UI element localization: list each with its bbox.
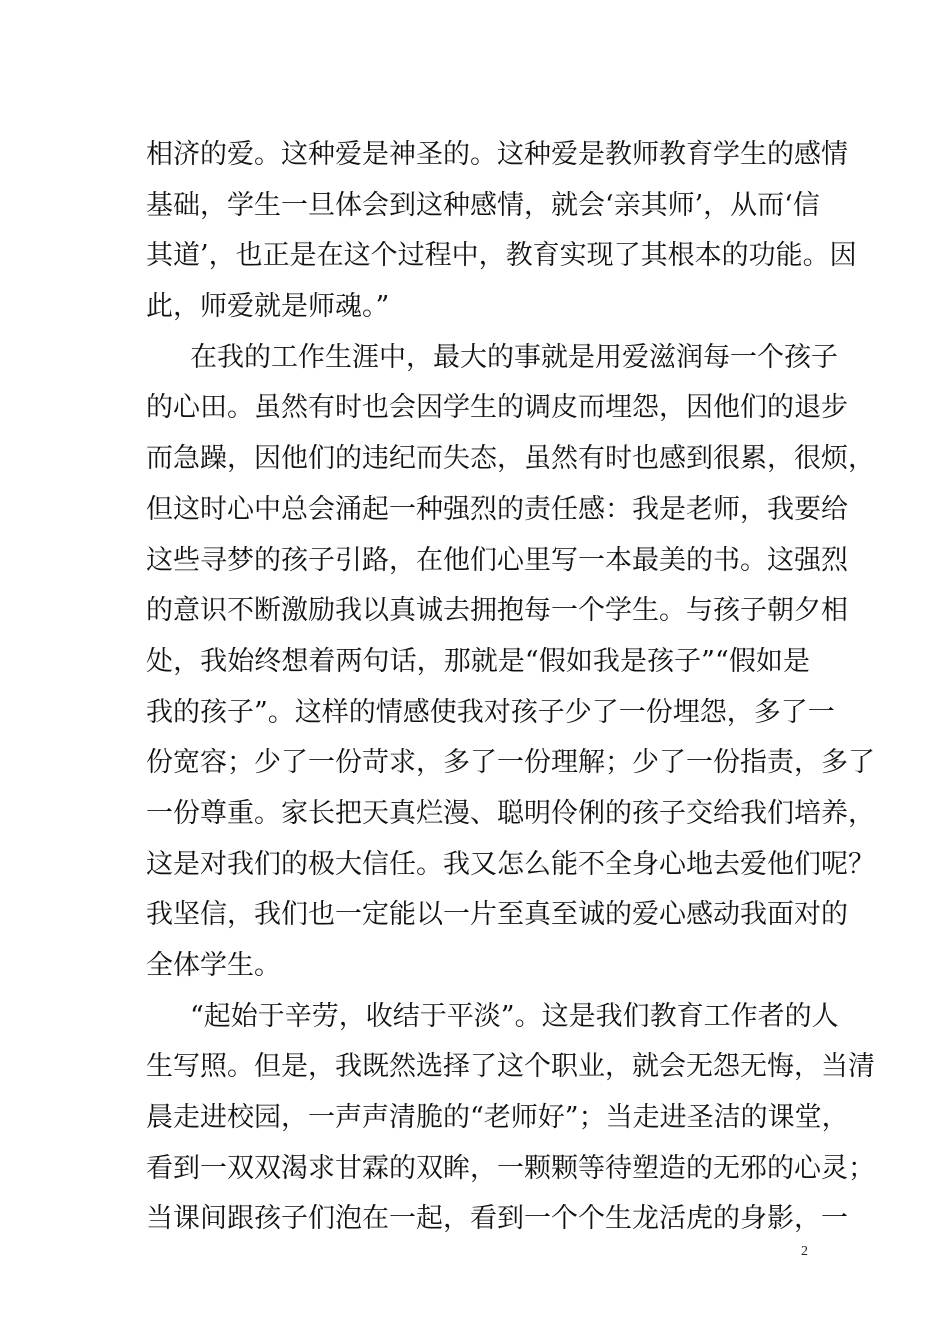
paragraph-3	[146, 992, 875, 1245]
text-line: 我坚信，我们也一定能以一片至真至诚的爱心感动我面对的	[146, 899, 848, 931]
paragraph-2	[146, 333, 875, 992]
text-line: 的心田。虽然有时也会因学生的调皮而埋怨，因他们的退步	[146, 392, 848, 424]
text-line: 看到一双双渴求甘霖的双眸，一颗颗等待塑造的无邪的心灵；	[146, 1152, 875, 1184]
text-line: 这些寻梦的孩子引路，在他们心里写一本最美的书。这强烈	[146, 544, 848, 576]
text-line: 的意识不断激励我以真诚去拥抱每一个学生。与孩子朝夕相	[146, 595, 848, 627]
text-line: 相济的爱。这种爱是神圣的。这种爱是教师教育学生的感情	[146, 139, 848, 170]
text-line: “起始于辛劳，收结于平淡”。这是我们教育工作者的人	[190, 1000, 839, 1032]
text-line: 这是对我们的极大信任。我又怎么能不全身心地去爱他们呢？	[146, 848, 875, 880]
text-line: 我的孩子”。这样的情感使我对孩子少了一份埋怨，多了一	[146, 696, 835, 728]
text-line: 在我的工作生涯中，最大的事就是用爱滋润每一个孩子	[190, 341, 838, 373]
body-text	[146, 130, 875, 1245]
text-line: 基础，学生一旦体会到这种感情，就会‘亲其师’，从而‘信	[146, 189, 820, 221]
text-line: 一份尊重。家长把天真烂漫、聪明伶俐的孩子交给我们培养，	[146, 797, 875, 829]
text-line: 生写照。但是，我既然选择了这个职业，就会无怨无悔，当清	[146, 1051, 875, 1083]
text-line: 但这时心中总会涌起一种强烈的责任感：我是老师，我要给	[146, 493, 848, 525]
page-number: 2	[801, 1244, 808, 1259]
text-line: 全体学生。	[146, 950, 281, 981]
text-line: 当课间跟孩子们泡在一起，看到一个个生龙活虎的身影，一	[146, 1203, 848, 1235]
paragraph-1	[146, 130, 857, 333]
text-line: 其道’，也正是在这个过程中，教育实现了其根本的功能。因	[146, 240, 857, 272]
text-line: 份宽容；少了一份苛求，多了一份理解；少了一份指责，多了	[146, 747, 875, 779]
text-line: 此，师爱就是师魂。”	[146, 291, 390, 323]
text-line: 晨走进校园，一声声清脆的“老师好”；当走进圣洁的课堂，	[146, 1102, 849, 1134]
text-line: 处，我始终想着两句话，那就是“假如我是孩子”“假如是	[146, 645, 810, 677]
text-line: 而急躁，因他们的违纪而失态，虽然有时也感到很累，很烦，	[146, 443, 875, 475]
